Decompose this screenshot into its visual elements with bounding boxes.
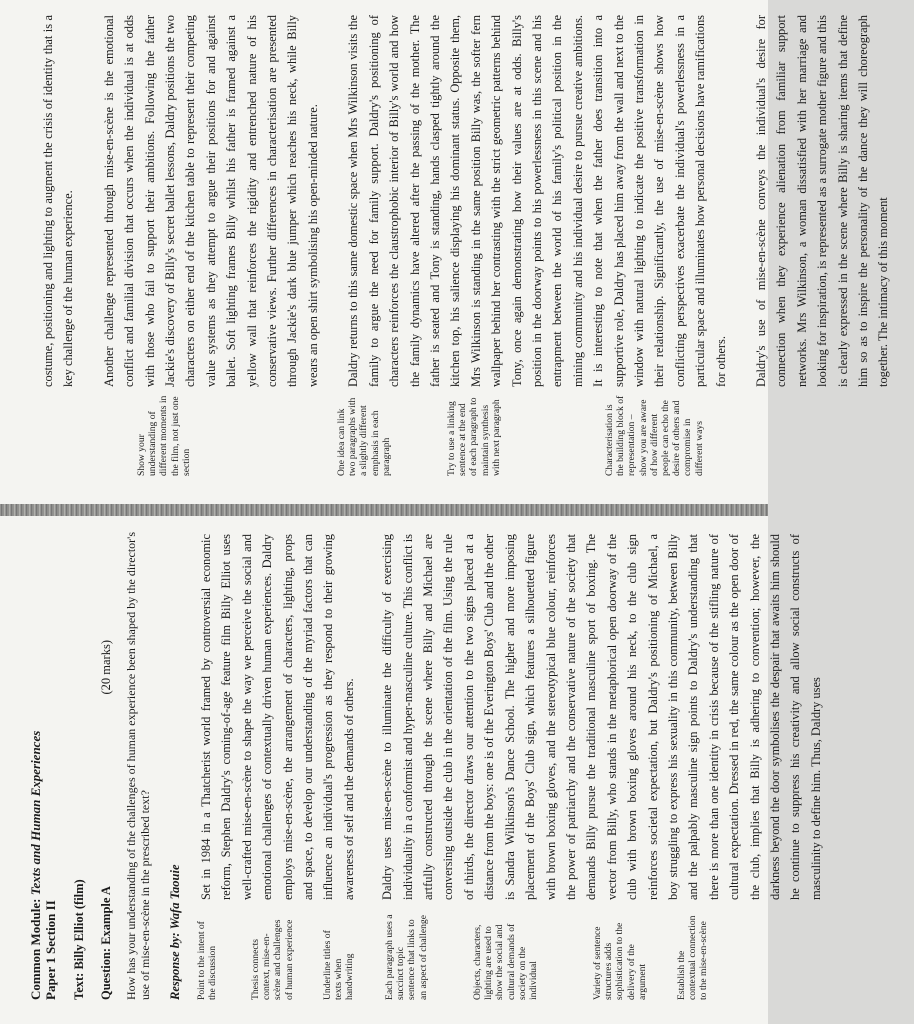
left-page — [0, 519, 823, 1024]
response-by: Response by: Wafa Taouie — [168, 864, 182, 1000]
body-paragraph: costume, positioning and lighting to augment the crisis of identity that is a key challenge of the human experience. — [41, 15, 76, 387]
body-paragraph: Set in 1984 in a Thatcherist world framed by controversial economic reform, Stephen Daldry's coming-of-age feature film Billy Elliot uses well-crafted mise-en-scène to shape the way we perceive the social and emotional challenges of contextually driven human experiences. Daldry employs mise-en-scène, the arrangement of characters, lighting, props and space, to develop our understanding of the myriad factors that can influence an individual's progression as they respond to their growing awareness of self and the demands of others. — [199, 534, 356, 900]
margin-note: Try to use a linking sentence at the end of each paragraph to maintain synthesis with next paragraph — [446, 397, 502, 476]
module-title — [28, 530, 58, 1000]
margin-note: One idea can link two paragraphs with a slightly different emphasis in each paragraph — [336, 397, 392, 476]
margin-note: Each paragraph uses a succinct topic sentence that links to an aspect of challenge — [384, 914, 429, 1000]
module-prefix: Common Module: — [28, 895, 43, 1000]
margin-note: Objects, characters, lighting are used to show the social and cultural demands of society on the individual — [472, 923, 540, 1000]
question-text: How has your understanding of the challenges of human experience been shaped by the director's use of mise-en-scène in the prescribed text? — [124, 531, 152, 1000]
text-line: Text: Billy Elliot (film) — [72, 879, 86, 1000]
body-paragraph: Another challenge represented through mise-en-scène is the emotional conflict and familial division that occurs when the individual is at odds with those who fail to support their ambitions. Following the father Jackie's discovery of Billy's secret ballet lessons, Daldry positions the two characters on either end of the kitchen table to represent their competing value systems as they attempt to argue their positions for and against ballet. Soft lighting frames Billy whilst his father is framed against a yellow wall that reinforces the rigidity and entrenched nature of his conservative views. Further differences in characterisation are presented through Jackie's dark blue jumper which reaches his neck, while Billy wears an open shirt symbolising his open-minded nature. — [101, 15, 320, 387]
marks: (20 marks) — [99, 640, 113, 695]
right-page — [0, 0, 891, 499]
margin-note: Establish the contextual connection to the mise-en-scène — [676, 915, 710, 1000]
margin-note: Point to the intent of the discussion — [196, 921, 219, 1000]
module-name: Texts and Human Experiences — [28, 730, 43, 896]
document-header — [28, 530, 183, 1000]
right-body — [38, 15, 914, 387]
margin-note: Characterisation is the building block of representation – show you are aware of how different people can echo the desire of others and compromise in different ways — [604, 395, 705, 476]
body-paragraph: Daldry uses mise-en-scène to illuminate the difficulty of exercising individuality in a conformist and hyper-masculine culture. This conflict is artfully constructed through the scene where Billy and Michael are conversing outside the club in the orientation of the film. Using the rule of thirds, the director draws our attention to the two signs placed at a distance from the boys: one is of the Everington Boys' Club and the other is Sandra Wilkinson's Dance School. The higher and more imposing placement of the Boys' Club sign, which features a silhouetted figure with brown boxing gloves, and the stereotypical blue colour, reinforces the power of patriarchy and the conservative nature of the society that demands Billy pursue the traditional masculine sport of boxing. The vector from Billy, who stands in the metaphorical open doorway of the club with brown boxing gloves around his neck, to the club sign reinforces societal expectation, but Daldry's positioning of Michael, a boy struggling to express his sexuality in this community, between Billy and the palpably masculine sign points to Daldry's understanding that there is more than one identity in crisis because of the stifling nature of cultural expectation. Dressed in red, the same colour as the open door of the club, implies that Billy is adhering to convention; however, the darkness beyond the door symbolises the despair that awaits him should he continue to suppress his creativity and allow social constructs of masculinity to define him. Thus, Daldry uses — [380, 534, 823, 900]
margin-note: Thesis connects context, mise-en-scène and challenges of human experience — [250, 919, 295, 1000]
left-body — [196, 534, 844, 900]
margin-note: Underline titles of texts when handwriting — [322, 930, 356, 1000]
margin-note: Show your understanding of different moments in the film, not just one section — [136, 395, 192, 476]
question-row — [99, 530, 114, 1000]
question-label: Question: Example A — [99, 886, 113, 1000]
body-paragraph: Daldry's use of mise-en-scène conveys the individual's desire for connection when they experience alienation from familiar support networks. Mrs Wilkinson, a woman dissatisfied with her marriage and looking for inspiration, is represented as a surrogate mother figure and this is clearly expressed in the scene where Billy is sharing items that define him so as to inspire the personality of the dance they will choreograph together. The intimacy of this moment — [754, 15, 891, 387]
paper-label: Paper 1 Section II — [43, 900, 58, 1000]
page-fold — [0, 504, 768, 516]
margin-note: Variety of sentence structures adds sophistication to the delivery of the argument — [592, 922, 648, 1000]
body-paragraph: Daldry returns to this same domestic space when Mrs Wilkinson visits the family to argue the need for family support. Daldry's positioning of characters reinforces the claustrophobic interior of Billy's world and how the family dynamics have altered after the passing of the mother. The father is seated and Tony is standing, hands clasped tightly around the kitchen top, his salience displaying his dominant status. Opposite them, Mrs Wilkinson is standing in the same position Billy was, the softer fern wallpaper behind her contrasting with the strict geometric patterns behind Tony, once again demonstrating how their values are at odds. Billy's position in the doorway points to his powerlessness in this scene and his entrapment between the world of his family's political position in the mining community and his individual desire to pursue creative ambitions. It is interesting to note that when the father does transition into a supportive role, Daldry has placed him away from the wall and next to the window with natural lighting to indicate the positive transformation in their relationship. Significantly, the use of mise-en-scène shows how conflicting perspectives exacerbate the individual's powerlessness in a particular space and illuminates how personal decisions have ramifications for others. — [346, 15, 728, 387]
